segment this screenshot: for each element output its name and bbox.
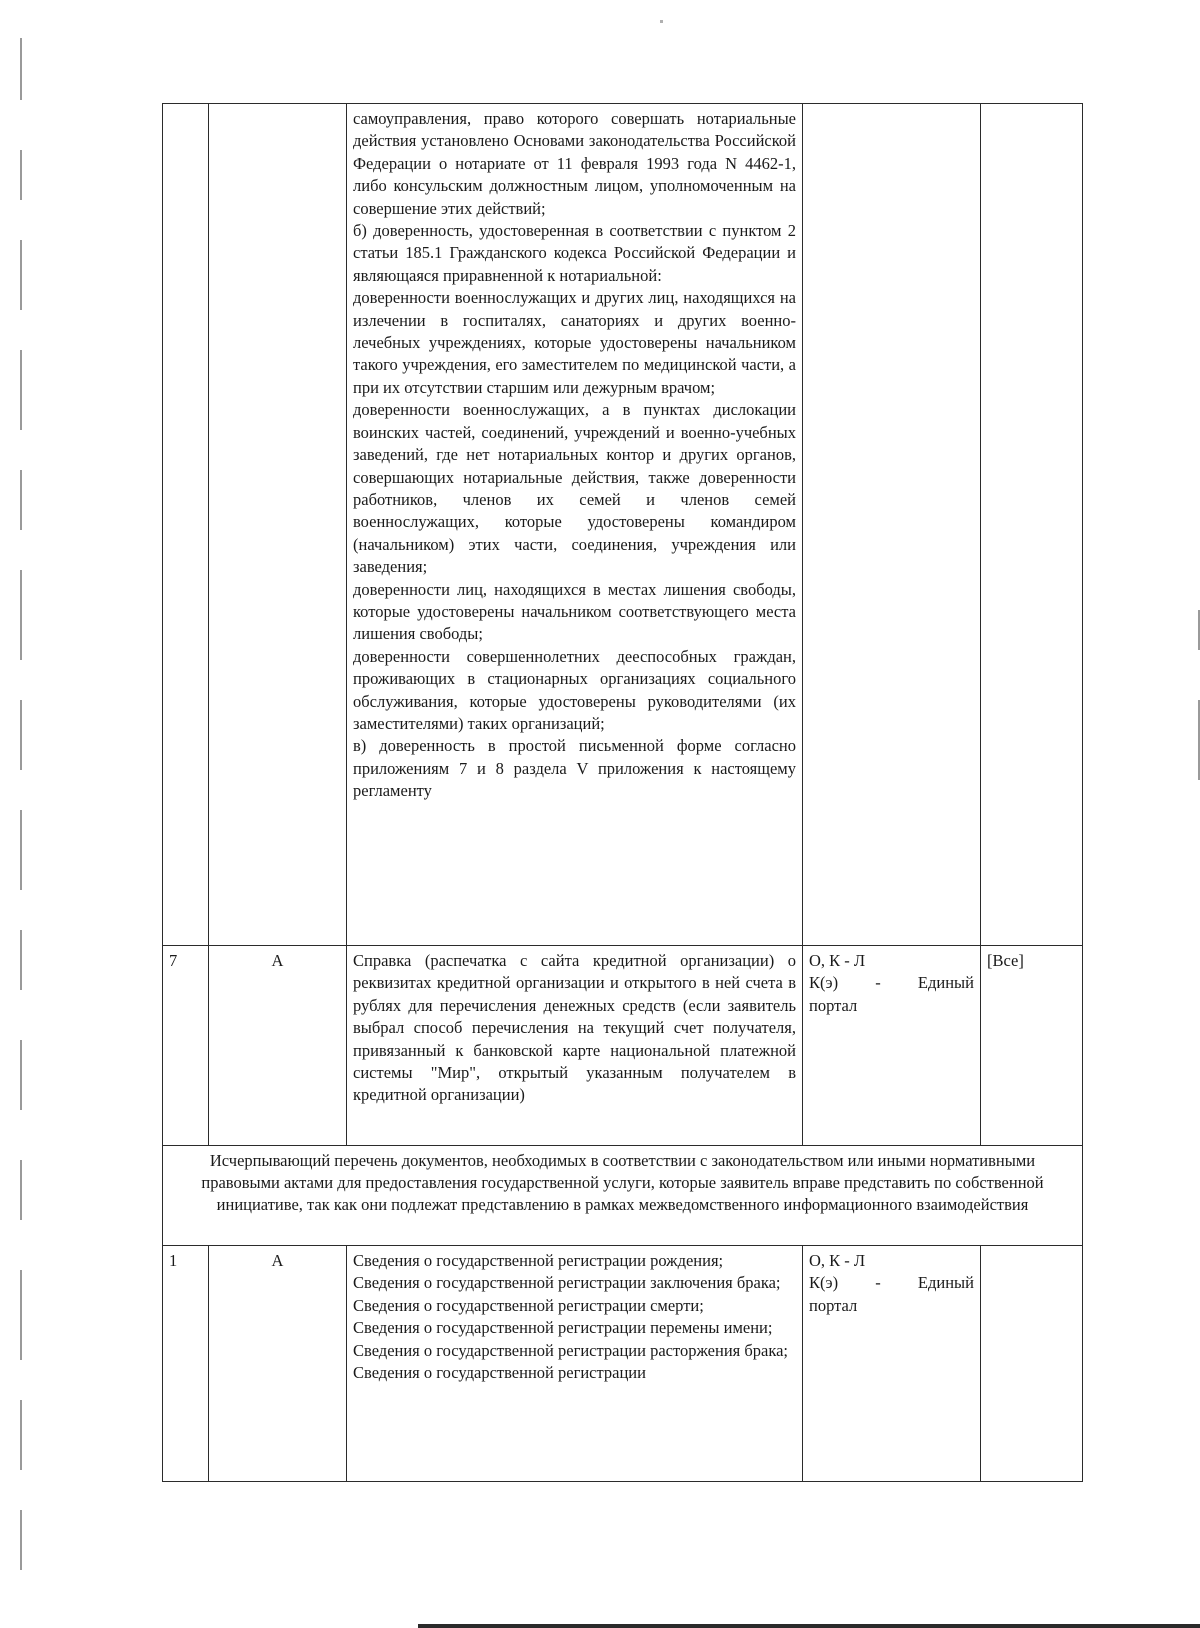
method-cell: [803, 104, 981, 946]
method-dash: -: [875, 973, 881, 993]
section-heading: Исчерпывающий перечень документов, необходимых в соответствии с законодательством или иными нормативными правовыми актами для предоставления государственной услуги, которые заявитель вправе представить по собственной инициативе, так как они подлежат представлению в рамках межведомственного информационного взаимодействия: [163, 1146, 1083, 1246]
paragraph: б) доверенность, удостоверенная в соответствии с пунктом 2 статьи 185.1 Гражданского кодекса Российской Федерации и являющаяся приравненной к нотариальной:: [353, 221, 796, 285]
scan-edge-mark: [20, 930, 22, 990]
paragraph: самоуправления, право которого совершать нотариальные действия установлено Основами законодательства Российской Федерации о нотариате от 11 февраля 1993 года N 4462-1, либо консульским должностным лицом, уполномоченным на совершение этих действий;: [353, 109, 796, 218]
scan-edge-mark: [20, 350, 22, 430]
method-line: [809, 1272, 974, 1294]
number-cell: 1: [163, 1246, 209, 1482]
method-cell: [803, 1246, 981, 1482]
method-code: К(э): [809, 1273, 839, 1293]
scan-edge-mark: [20, 470, 22, 530]
method-cell: [803, 946, 981, 1146]
method-code: К(э): [809, 973, 839, 993]
method-line: портал: [809, 995, 858, 1015]
number-cell: 7: [163, 946, 209, 1146]
number-cell: [163, 104, 209, 946]
table-row: [163, 946, 1083, 1146]
table-row: [163, 104, 1083, 946]
table-row: [163, 1246, 1083, 1482]
scan-edge-mark: [20, 1160, 22, 1220]
scan-edge-mark: [20, 700, 22, 770]
scan-edge-mark: [20, 1400, 22, 1470]
paragraph: Сведения о государственной регистрации расторжения брака;: [353, 1340, 789, 1360]
paragraph: доверенности совершеннолетних дееспособных граждан, проживающих в стационарных организациях социального обслуживания, которые удостоверены руководителями (их заместителями) таких организаций;: [353, 646, 796, 733]
scan-edge-mark: [20, 38, 22, 100]
method-line: [809, 972, 974, 994]
method-portal: Единый: [917, 1273, 974, 1293]
description-cell: [347, 946, 803, 1146]
paragraph: Сведения о государственной регистрации: [353, 1363, 646, 1383]
category-cell: А: [209, 1246, 347, 1482]
paragraph: Справка (распечатка с сайта кредитной организации) о реквизитах кредитной организации и открытого в ней счета в рублях для перечисления денежных средств (если заявитель выбрал способ перечисления на текущий счет получателя, привязанный к банковской карте национальной платежной системы "Мир", открытый указанным получателем в кредитной организации): [353, 951, 796, 1105]
paragraph: Сведения о государственной регистрации смерти;: [353, 1295, 704, 1315]
scan-edge-mark: [20, 1040, 22, 1110]
method-dash: -: [875, 1273, 881, 1293]
scan-edge-mark: [20, 570, 22, 660]
section-heading-row: [163, 1146, 1083, 1246]
scan-bottom-edge: [418, 1624, 1200, 1628]
category-cell: А: [209, 946, 347, 1146]
category-cell: [209, 104, 347, 946]
paragraph: доверенности военнослужащих и других лиц, находящихся на излечении в госпиталях, санаториях и других военно-лечебных учреждениях, которые удостоверены начальником такого учреждения, его заместителем по медицинской части, а при их отсутствии старшим или дежурным врачом;: [353, 288, 796, 397]
scan-edge-mark: [20, 1510, 22, 1570]
scan-edge-mark: [20, 810, 22, 890]
applicability-cell: [981, 104, 1083, 946]
scan-speck: [660, 20, 663, 23]
method-line: О, К - Л: [809, 951, 866, 970]
paragraph: в) доверенность в простой письменной форме согласно приложениям 7 и 8 раздела V приложения к настоящему регламенту: [353, 736, 796, 801]
description-cell: [347, 1246, 803, 1482]
method-line: О, К - Л: [809, 1251, 866, 1270]
paragraph: доверенности лиц, находящихся в местах лишения свободы, которые удостоверены начальником соответствующего места лишения свободы;: [353, 579, 796, 644]
method-portal: Единый: [917, 973, 974, 993]
paragraph: Сведения о государственной регистрации заключения брака;: [353, 1273, 781, 1293]
scan-edge-mark: [20, 1270, 22, 1360]
method-line: портал: [809, 1295, 858, 1315]
documents-table: [162, 103, 1083, 1482]
paragraph: доверенности военнослужащих, а в пунктах дислокации воинских частей, соединений, учреждений и военно-учебных заведений, где нет нотариальных контор и других органов, совершающих нотариальные действия, также доверенности работников, членов их семей и членов семей военнослужащих, которые удостоверены командиром (начальником) этих части, соединения, учреждения или заведения;: [353, 400, 796, 577]
paragraph: Сведения о государственной регистрации рождения;: [353, 1251, 724, 1270]
description-cell: [347, 104, 803, 946]
paragraph: Сведения о государственной регистрации перемены имени;: [353, 1318, 773, 1338]
scan-edge-mark: [20, 240, 22, 310]
applicability-cell: [981, 1246, 1083, 1482]
scan-edge-mark: [20, 150, 22, 200]
applicability-cell: [Все]: [981, 946, 1083, 1146]
